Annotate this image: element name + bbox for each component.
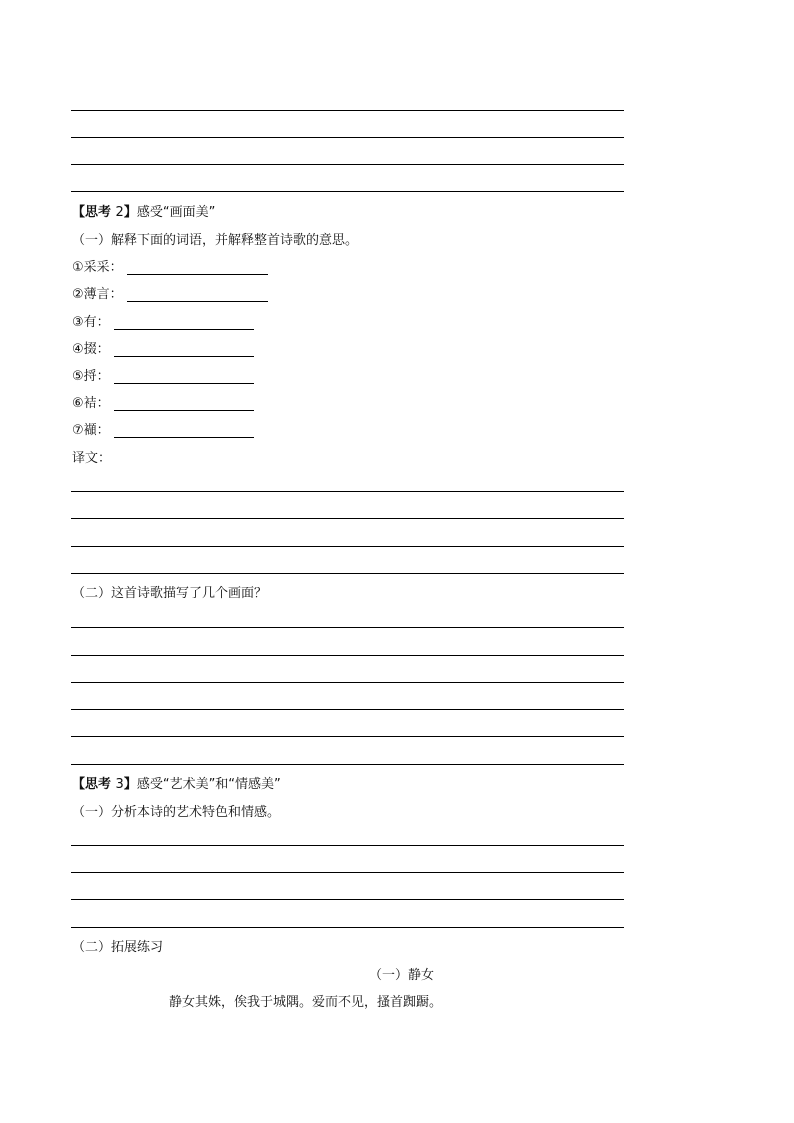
section-3-part-1-prompt: （一）分析本诗的艺术特色和情感。 — [72, 805, 281, 820]
heading-number: 2 — [115, 205, 124, 220]
vocab-label: ⑦襭： — [72, 423, 110, 438]
vocab-label: ③有： — [72, 315, 110, 330]
vocab-label: ②薄言： — [72, 287, 123, 302]
poem-title: （一）静女 — [369, 968, 435, 983]
poem-line: 静女其姝，俟我于城隅。爱而不见，搔首踟蹰。 — [169, 995, 443, 1010]
vocab-answer-blank[interactable] — [114, 383, 254, 384]
vocab-label: ⑥袺： — [72, 396, 110, 411]
heading-bracket-open: 【思考 — [72, 205, 116, 220]
vocab-label: ①采采： — [72, 260, 123, 275]
answer-line[interactable] — [71, 546, 624, 547]
vocab-answer-blank[interactable] — [127, 274, 268, 275]
answer-line[interactable] — [71, 573, 624, 574]
answer-line[interactable] — [71, 627, 624, 628]
answer-line[interactable] — [71, 164, 624, 165]
translation-label: 译文： — [72, 451, 112, 466]
vocab-answer-blank[interactable] — [127, 301, 268, 302]
vocab-answer-blank[interactable] — [114, 410, 254, 411]
answer-line[interactable] — [71, 845, 624, 846]
answer-line[interactable] — [71, 682, 624, 683]
answer-line[interactable] — [71, 899, 624, 900]
vocab-label: ⑤捋： — [72, 369, 110, 384]
heading-bracket-close: 】 — [123, 205, 137, 220]
answer-line[interactable] — [71, 927, 624, 928]
answer-line[interactable] — [71, 709, 624, 710]
heading-bracket-open: 【思考 — [72, 777, 116, 792]
section-2-heading — [72, 205, 215, 221]
answer-line[interactable] — [71, 764, 624, 765]
answer-line[interactable] — [71, 655, 624, 656]
vocab-answer-blank[interactable] — [114, 356, 254, 357]
answer-line[interactable] — [71, 110, 624, 111]
answer-line[interactable] — [71, 491, 624, 492]
vocab-label: ④掇： — [72, 342, 110, 357]
section-2-part-1-prompt: （一）解释下面的词语，并解释整首诗歌的意思。 — [72, 233, 359, 248]
heading-bracket-close: 】 — [123, 777, 137, 792]
answer-line[interactable] — [71, 518, 624, 519]
vocab-answer-blank[interactable] — [114, 437, 254, 438]
heading-number: 3 — [115, 777, 124, 792]
section-2-part-2-prompt: （二）这首诗歌描写了几个画面？ — [72, 586, 268, 601]
answer-line[interactable] — [71, 137, 624, 138]
vocab-answer-blank[interactable] — [114, 329, 254, 330]
answer-line[interactable] — [71, 191, 624, 192]
heading-text: 感受“画面美” — [136, 205, 216, 220]
section-3-heading — [72, 777, 281, 793]
answer-line[interactable] — [71, 872, 624, 873]
section-3-part-2-prompt: （二）拓展练习 — [72, 940, 164, 955]
answer-line[interactable] — [71, 736, 624, 737]
heading-text: 感受“艺术美”和“情感美” — [136, 777, 281, 792]
